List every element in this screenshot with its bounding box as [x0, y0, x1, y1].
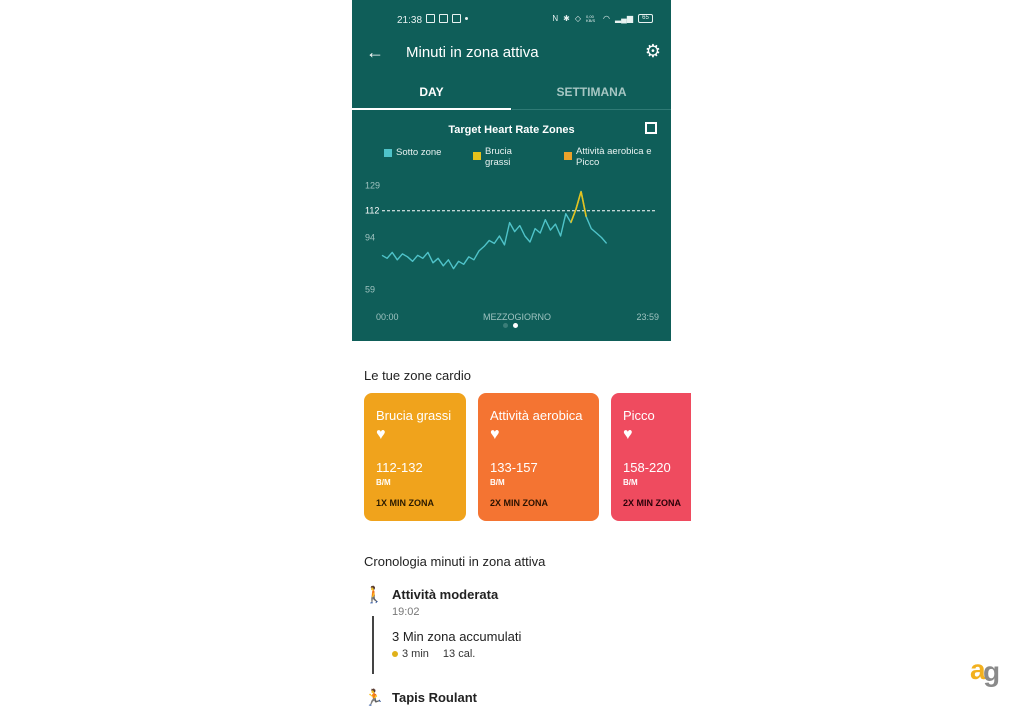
wifi-icon: ◠: [603, 14, 611, 23]
series-segment-brucia-grassi: [571, 209, 576, 222]
zone-unit: B/M: [623, 478, 638, 487]
battery-icon: 65: [638, 14, 653, 23]
zone-card-picco[interactable]: [611, 393, 691, 521]
series-segment-brucia-grassi: [581, 191, 586, 216]
system-icons: [552, 14, 653, 23]
y-tick-label: 112: [365, 205, 380, 216]
bluetooth-icon: ✱: [563, 14, 570, 23]
app-bar: [352, 40, 671, 68]
heart-icon: ♥: [623, 426, 633, 443]
notification-icons: [426, 14, 468, 23]
activity-calories: 13 cal.: [442, 648, 476, 660]
y-tick-label: 129: [365, 180, 381, 191]
more-dot-icon: [465, 17, 468, 20]
arrow-left-icon[interactable]: ←: [366, 42, 384, 62]
fullscreen-icon[interactable]: [645, 122, 657, 134]
vibrate-icon: ◇: [574, 14, 582, 23]
y-tick-label: 59: [365, 284, 376, 295]
app-icon: [452, 14, 461, 23]
watermark-logo: [970, 656, 1006, 692]
gallery-icon: [426, 14, 435, 23]
legend-label: Brucia grassi: [485, 146, 512, 168]
legend-label: Attività aerobica e Picco: [576, 146, 652, 168]
x-tick-label: MEZZOGIORNO: [483, 312, 551, 322]
legend-swatch: [473, 152, 481, 160]
chart-title: Target Heart Rate Zones: [448, 124, 575, 136]
legend-swatch: [564, 152, 572, 160]
zone-unit: B/M: [490, 478, 505, 487]
zone-card-brucia-grassi[interactable]: [364, 393, 466, 521]
zone-cards: [364, 393, 682, 523]
activity-minutes: 3 min: [402, 648, 429, 660]
status-time: 21:38: [397, 15, 423, 26]
tab-settimana[interactable]: SETTIMANA: [556, 85, 627, 99]
zone-bullet-icon: [392, 651, 398, 657]
zone-range: 112-132: [376, 460, 423, 475]
nfc-icon: N: [552, 14, 559, 23]
instagram-icon: [439, 14, 448, 23]
legend-label: Sotto zone: [396, 147, 442, 158]
heart-rate-chart: [352, 176, 671, 326]
pager-dot[interactable]: [503, 323, 508, 328]
page-title: Minuti in zona attiva: [406, 44, 539, 61]
x-tick-label: 00:00: [376, 312, 399, 322]
activity-title[interactable]: Attività moderata: [392, 587, 499, 602]
zone-multiplier: 2X MIN ZONA: [623, 498, 682, 508]
data-speed: 0,00 KB/S: [586, 13, 596, 23]
pager-dot-active[interactable]: [513, 323, 518, 328]
tab-day[interactable]: DAY: [352, 78, 511, 110]
zone-multiplier: 1X MIN ZONA: [376, 498, 435, 508]
treadmill-icon: 🏃: [364, 690, 384, 707]
heart-icon: ♥: [376, 426, 386, 443]
tab-divider: [512, 109, 671, 110]
walking-icon: 🚶: [364, 587, 384, 604]
status-bar: [352, 10, 671, 30]
y-tick-label: 94: [365, 232, 376, 243]
logo-a: a: [970, 654, 986, 685]
legend-swatch: [384, 149, 392, 157]
zones-section-title: Le tue zone cardio: [364, 368, 471, 383]
zone-name: Brucia grassi: [376, 408, 452, 423]
activity-accumulated: 3 Min zona accumulati: [392, 629, 522, 644]
phone-screen: [352, 0, 682, 709]
timeline-line: [372, 616, 374, 674]
legend-item-sotto-zone: [384, 147, 441, 158]
zone-name: Attività aerobica: [490, 408, 583, 423]
heart-icon: ♥: [490, 426, 500, 443]
activity-time: 19:02: [392, 606, 420, 618]
series-segment-brucia-grassi: [576, 191, 581, 209]
header-panel: [352, 0, 671, 341]
chart-legend: [352, 146, 671, 176]
signal-icon: ▂▄▆: [615, 14, 633, 23]
zone-name: Picco: [623, 408, 655, 423]
gear-icon[interactable]: ⚙: [644, 41, 661, 61]
zone-range: 158-220: [623, 460, 671, 475]
zone-unit: B/M: [376, 478, 391, 487]
pager-dots: [503, 323, 518, 328]
tab-bar: [352, 78, 671, 110]
x-tick-label: 23:59: [636, 312, 659, 322]
logo-g: g: [983, 656, 1001, 687]
history-section-title: Cronologia minuti in zona attiva: [364, 554, 546, 569]
legend-item-brucia-grassi: [473, 146, 523, 168]
activity-title[interactable]: Tapis Roulant: [392, 690, 477, 705]
zone-card-attivita-aerobica[interactable]: [478, 393, 599, 521]
zone-range: 133-157: [490, 460, 538, 475]
series-line-sotto-zone: [382, 191, 607, 268]
activity-meta: [392, 648, 475, 660]
zone-multiplier: 2X MIN ZONA: [490, 498, 549, 508]
legend-item-aerobica-picco: [564, 146, 674, 168]
